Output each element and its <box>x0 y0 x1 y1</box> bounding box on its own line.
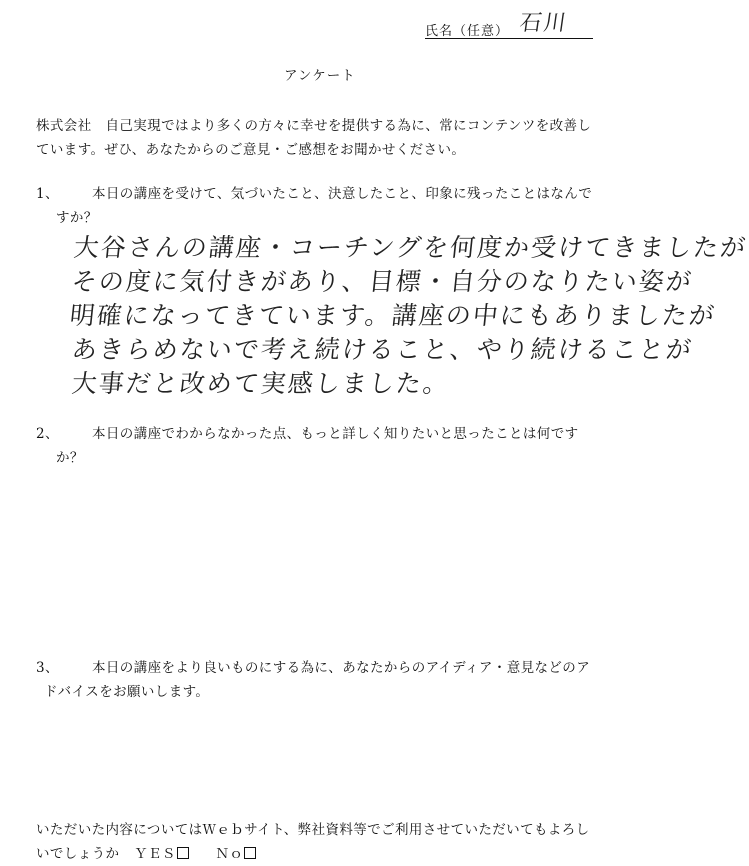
intro-line: 株式会社 自己実現ではより多くの方々に幸せを提供する為に、常にコンテンツを改善し <box>36 118 592 134</box>
answer-1-line: その度に気付きがあり、目標・自分のなりたい姿が <box>70 267 695 296</box>
question-1-number: 1、 <box>36 186 59 202</box>
no-label: Ｎｏ <box>215 846 244 862</box>
question-2-number: 2、 <box>36 426 59 442</box>
question-2-line-2: か？ <box>56 450 84 466</box>
consent-block <box>36 818 626 866</box>
intro-paragraph <box>36 114 616 162</box>
name-underline <box>425 38 593 39</box>
consent-line-1: いただいた内容についてはＷｅｂサイト、弊社資料等でご利用させていただいてもよろし <box>36 822 590 838</box>
question-2 <box>36 422 616 470</box>
name-label: 氏名（任意） <box>425 24 510 39</box>
question-2-text: 本日の講座でわからなかった点、もっと詳しく知りたいと思ったことは何です <box>92 426 579 442</box>
question-3-number: 3、 <box>36 660 59 676</box>
consent-line-2 <box>36 842 626 866</box>
question-1-text: 本日の講座を受けて、気づいたこと、決意したこと、印象に残ったことはなんで <box>92 186 593 202</box>
question-3-text: 本日の講座をより良いものにする為に、あなたからのアイディア・意見などのア <box>92 660 591 676</box>
question-1-line-1 <box>36 182 616 206</box>
yes-checkbox[interactable] <box>177 847 189 859</box>
consent-question: いでしょうか <box>36 846 120 862</box>
no-checkbox[interactable] <box>244 847 256 859</box>
question-1 <box>36 182 616 230</box>
question-3 <box>36 656 616 704</box>
yes-label: ＹＥＳ <box>134 846 176 862</box>
answer-1-line: 明確になってきています。講座の中にもありましたが <box>68 301 718 330</box>
answer-1-line: 大谷さんの講座・コーチングを何度か受けてきましたが <box>72 233 749 262</box>
name-field <box>425 11 595 39</box>
no-option[interactable] <box>216 842 257 866</box>
answer-1-line: あきらめないで考え続けること、やり続けることが <box>70 335 695 364</box>
yes-option[interactable] <box>134 842 189 866</box>
intro-line: ています。ぜひ、あなたからのご意見・ご感想をお聞かせください。 <box>36 142 466 158</box>
page-title: アンケート <box>284 68 356 84</box>
answer-1-line: 大事だと改めて実感しました。 <box>70 369 452 398</box>
question-3-line-2: ドバイスをお願いします。 <box>44 684 210 700</box>
name-handwritten-value: 石川 <box>517 11 570 36</box>
question-3-line-1 <box>36 656 616 680</box>
question-1-line-2: すか？ <box>56 210 98 226</box>
question-2-line-1 <box>36 422 616 446</box>
